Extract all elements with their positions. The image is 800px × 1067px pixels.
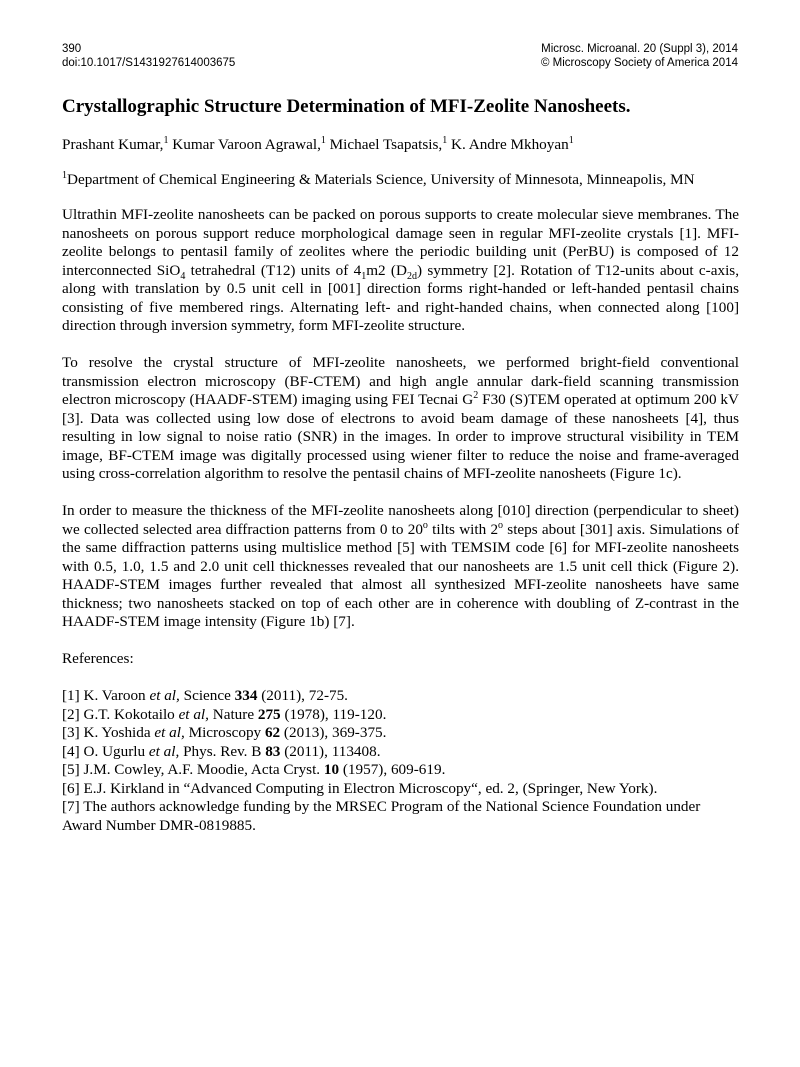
italic-text: et al,: [149, 687, 180, 704]
reference-item: [62, 687, 739, 706]
paper-title: Crystallographic Structure Determination of MFI-Zeolite Nanosheets.: [62, 96, 631, 117]
subscript: 1: [361, 270, 367, 282]
article-body: [62, 96, 739, 835]
superscript: o: [498, 519, 504, 531]
author-name: Prashant Kumar,: [62, 136, 164, 153]
text-run: ) symmetry [2]. Rotation of T12-units about c-axis, along with translation by 0.5 unit cell in [001] direction forms right-handed or left-handed pentasil chains consisting of five membered rings. Alternating left- and right-handed chains, when connected along [100] direction through inversion symmetry, form MFI-zeolite structure.: [62, 261, 739, 334]
text-run: tilts with 2: [427, 520, 499, 538]
author-name: K. Andre Mkhoyan: [447, 136, 569, 153]
volume-number: 334: [234, 687, 258, 704]
reference-item: [62, 743, 739, 762]
doi-link[interactable]: doi:10.1017/S1431927614003675: [62, 57, 236, 69]
text-run: (1957), 609-619.: [339, 761, 446, 778]
reference-item: [62, 706, 739, 725]
volume-number: 83: [265, 742, 281, 760]
paragraph-results: [62, 502, 739, 632]
text-run: [1] K. Varoon: [62, 687, 150, 704]
paragraph-methods: [62, 354, 739, 484]
paragraph-introduction: [62, 206, 739, 336]
text-run: (2011), 113408.: [280, 742, 381, 760]
text-run: Microscopy: [184, 724, 265, 741]
reference-item: [7] The authors acknowledge funding by the MRSEC Program of the National Science Foundation under Award Number DMR-0819885.: [62, 798, 701, 834]
text-run: m2 (D: [366, 261, 407, 279]
italic-text: et al,: [154, 724, 185, 741]
text-run: (2013), 369-375.: [280, 724, 387, 741]
text-run: [3] K. Yoshida: [62, 724, 155, 741]
author-affiliation-mark: 1: [442, 134, 448, 146]
text-run: [5] J.M. Cowley, A.F. Moodie, Acta Cryst.: [62, 761, 324, 778]
volume-number: 62: [264, 724, 281, 741]
author-affiliation-mark: 1: [568, 134, 574, 146]
text-run: In order to measure the thickness of the MFI-zeolite nanosheets along [010] direction (perpendicular to sheet) we collected selected area diffraction patterns from 0 to 20: [62, 502, 739, 538]
header-right: [541, 42, 738, 70]
author-list: [62, 136, 739, 155]
references-heading: References:: [62, 650, 134, 667]
text-run: (1978), 119-120.: [280, 705, 387, 723]
text-run: Phys. Rev. B: [179, 742, 266, 760]
affiliation: [62, 171, 739, 190]
text-run: Ultrathin MFI-zeolite nanosheets can be packed on porous supports to create molecular sieve membranes. The nanosheets on porous support reduce morphological damage seen in regular MFI-zeolite crystals [1]. MFI-zeolite belongs to pentasil family of zeolites where the periodic building unit (PerBU) is composed of 12 interconnected SiO: [62, 206, 739, 279]
author-name: Michael Tsapatsis,: [325, 136, 443, 153]
text-run: Science: [179, 687, 235, 704]
text-run: (2011), 72-75.: [257, 687, 348, 704]
reference-item: [62, 724, 739, 743]
author-name: Kumar Varoon Agrawal,: [168, 136, 321, 153]
text-run: Nature: [208, 705, 258, 723]
journal-citation: Microsc. Microanal. 20 (Suppl 3), 2014: [541, 43, 738, 55]
volume-number: 275: [257, 705, 281, 723]
reference-item: [6] E.J. Kirkland in “Advanced Computing in Electron Microscopy“, ed. 2, (Springer, New York).: [62, 779, 658, 797]
affiliation-text: Department of Chemical Engineering & Materials Science, University of Minnesota, Minneapolis, MN: [67, 170, 695, 188]
affiliation-mark: 1: [62, 169, 67, 181]
superscript: 2: [473, 389, 479, 401]
superscript: o: [422, 519, 428, 531]
italic-text: et al,: [178, 705, 209, 723]
text-run: steps about [301] axis. Simulations of the same diffraction patterns using multislice method [5] with TEMSIM code [6] for MFI-zeolite nanosheets with 0.5, 1.0, 1.5 and 2.0 unit cell thicknesses revealed that our nanosheets are 1.5 unit cell thick (Figure 2). HAADF-STEM images further revealed that almost all synthesized MFI-zeolite nanosheets have same thickness; two nanosheets stacked on top of each other are in coherence with doubling of Z-contrast in the HAADF-STEM image intensity (Figure 1b) [7].: [62, 520, 740, 630]
page-number: 390: [62, 43, 82, 55]
author-affiliation-mark: 1: [320, 134, 326, 146]
text-run: tetrahedral (T12) units of 4: [185, 261, 362, 279]
author-affiliation-mark: 1: [163, 134, 169, 146]
text-run: [4] O. Ugurlu: [62, 742, 149, 760]
copyright-notice: © Microscopy Society of America 2014: [540, 57, 738, 69]
subscript: 2d: [406, 270, 417, 282]
subscript: 4: [180, 270, 186, 282]
header-left: [62, 42, 235, 70]
italic-text: et al,: [148, 742, 180, 760]
reference-item: [62, 761, 739, 780]
text-run: To resolve the crystal structure of MFI-zeolite nanosheets, we performed bright-field conventional transmission electron microscopy (BF-CTEM) and high angle annular dark-field scanning transmission electron microscopy (HAADF-STEM) imaging using FEI Tecnai G: [62, 354, 739, 408]
volume-number: 10: [323, 761, 340, 778]
text-run: [2] G.T. Kokotailo: [62, 705, 179, 723]
text-run: F30 (S)TEM operated at optimum 200 kV [3]. Data was collected using low dose of electrons to avoid beam damage of these nanosheets [4], thus resulting in low signal to noise ratio (SNR) in the images. In order to improve structural visibility in TEM image, BF-CTEM image was digitally processed using wiener filter to reduce the noise and frame-averaged using cross-correlation algorithm to resolve the pentasil chains of MFI-zeolite nanosheets (Figure 1c).: [62, 391, 739, 482]
reference-list: [62, 687, 739, 835]
